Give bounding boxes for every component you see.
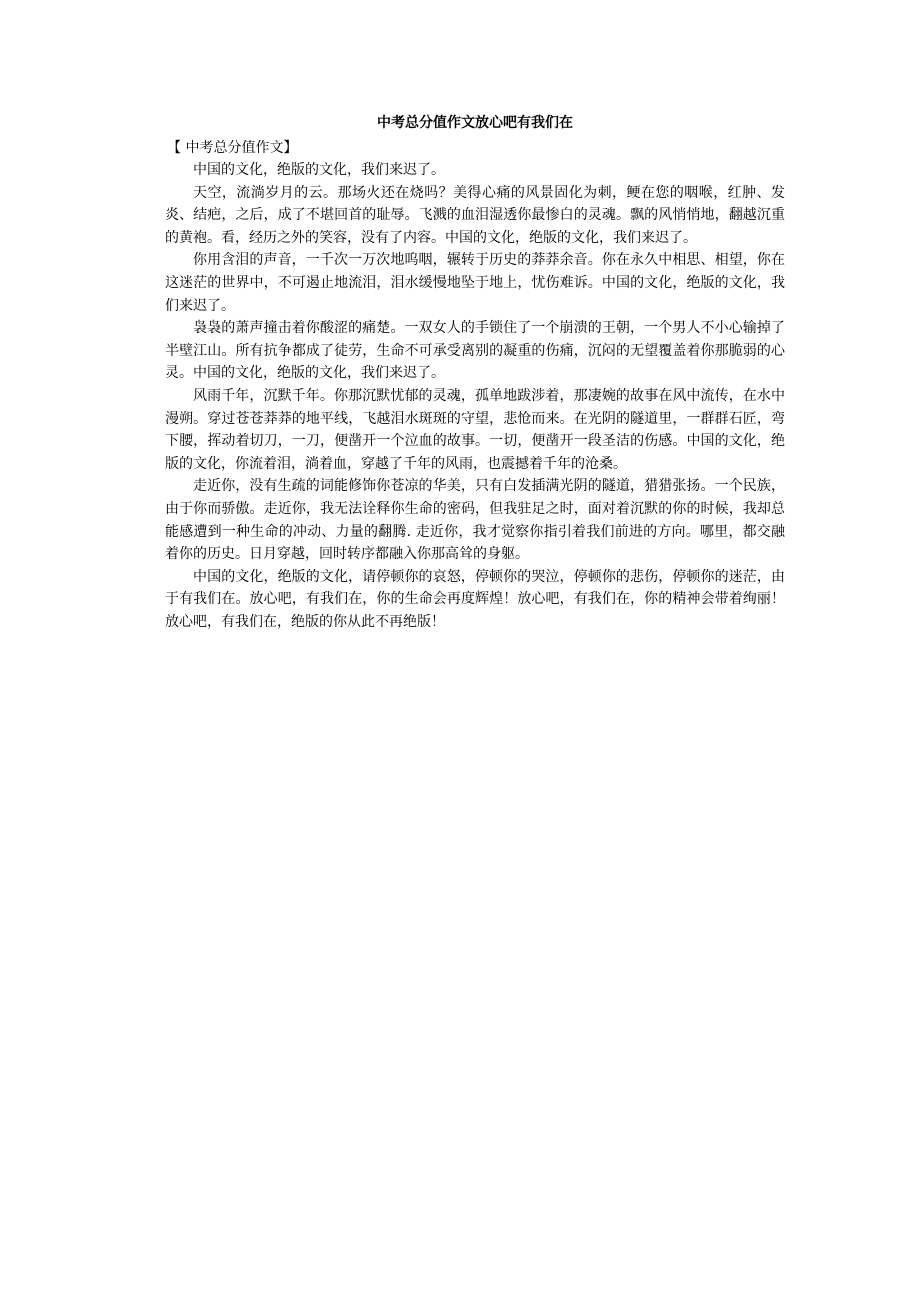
paragraph: 你用含泪的声音，一千次一万次地呜咽，辗转于历史的莽莽余音。你在永久中相思、相望，你在这迷茫的世界中，不可遏止地流泪，泪水缓慢地坠于地上，忧伤难诉。中国的文化，绝版的文化，我们来迟了。 [165,252,785,314]
paragraph: 袅袅的萧声撞击着你酸涩的痛楚。一双女人的手锁住了一个崩溃的王朝，一个男人不小心输掉了半壁江山。所有抗争都成了徒劳，生命不可承受离别的凝重的伤痛，沉闷的无望覆盖着你那脆弱的心灵。中国的文化，绝版的文化，我们来迟了。 [165,320,785,382]
paragraph: 天空，流淌岁月的云。那场火还在烧吗？美得心痛的风景固化为刺，鲠在您的咽喉，红肿、发炎、结疤，之后，成了不堪回首的耻辱。飞溅的血泪湿透你最惨白的灵魂。飘的风悄悄地，翻越沉重的黄袍。看，经历之外的笑容，没有了内容。中国的文化，绝版的文化，我们来迟了。 [165,184,785,246]
section-label: 【 中考总分值作文】 [167,140,298,156]
paragraph: 走近你，没有生疏的词能修饰你苍凉的华美，只有白发插满光阴的隧道，猎猎张扬。一个民族，由于你而骄傲。走近你，我无法诠释你生命的密码，但我驻足之时，面对着沉默的你的时候，我却总能感遭到一种生命的冲动、力量的翻腾. 走近你，我才觉察你指引着我们前进的方向。哪里，都交融着你的历史。日月穿越，回时转序都融入你那高耸的身躯。 [165,478,785,563]
paragraph: 中国的文化，绝版的文化，我们来迟了。 [193,162,445,178]
paragraph: 中国的文化，绝版的文化，请停顿你的哀怒，停顿你的哭泣，停顿你的悲伤，停顿你的迷茫，由于有我们在。放心吧，有我们在，你的生命会再度辉煌！放心吧，有我们在，你的精神会带着绚丽！放心吧，有我们在，绝版的你从此不再绝版！ [165,568,785,630]
document-title: 中考总分值作文放心吧有我们在 [377,115,573,131]
paragraph: 风雨千年，沉默千年。你那沉默忧郁的灵魂，孤单地跋涉着，那凄婉的故事在风中流传，在水中漫朔。穿过苍苍莽莽的地平线，飞越泪水斑斑的守望，悲怆而来。在光阴的隧道里，一群群石匠，弯下腰，挥动着切刀，一刀，便凿开一个泣血的故事。一切，便凿开一段圣洁的伤感。中国的文化，绝版的文化，你流着泪，淌着血，穿越了千年的风雨，也震撼着千年的沧桑。 [165,387,785,472]
document-page [165,112,785,633]
